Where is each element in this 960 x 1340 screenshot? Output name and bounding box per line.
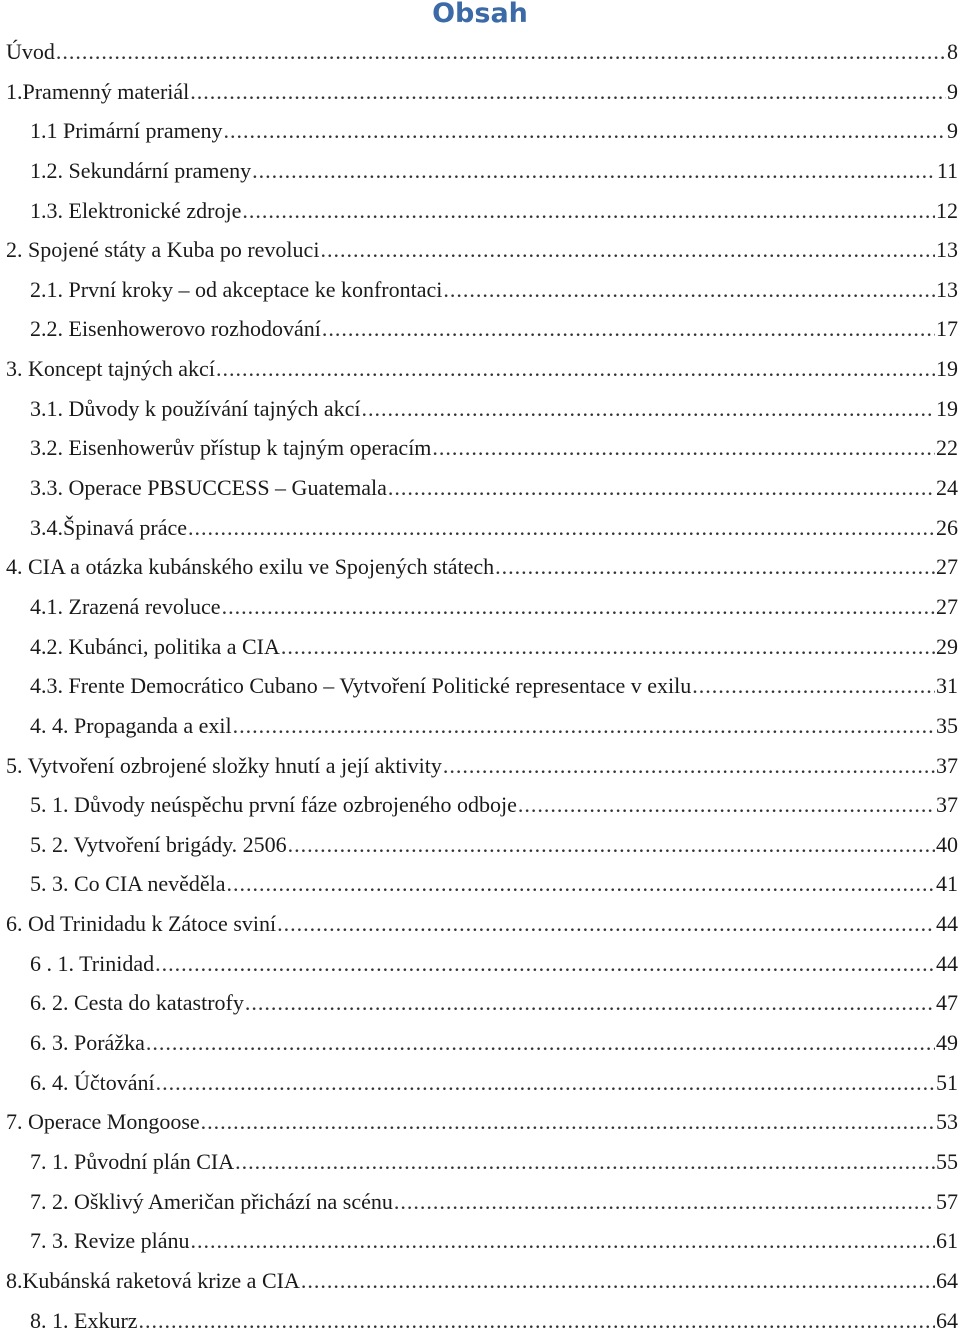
- toc-entry-label: 4.2. Kubánci, politika a CIA: [30, 627, 280, 667]
- toc-entry-page-number: 41: [936, 864, 958, 904]
- toc-entry[interactable]: [0, 1182, 960, 1222]
- dot-leader: [155, 944, 935, 984]
- toc-entry-page-number: 22: [936, 428, 958, 468]
- toc-entry[interactable]: [0, 864, 960, 904]
- dot-leader: [235, 1142, 935, 1182]
- dot-leader: [245, 983, 935, 1023]
- toc-entry[interactable]: [0, 191, 960, 231]
- toc-entry-label: 2. Spojené státy a Kuba po revoluci: [6, 230, 319, 270]
- toc-entry-page-number: 17: [936, 309, 958, 349]
- toc-entry[interactable]: [0, 944, 960, 984]
- toc-entry[interactable]: [0, 389, 960, 429]
- dot-leader: [277, 904, 935, 944]
- toc-entry-label: 5. Vytvoření ozbrojené složky hnutí a její aktivity: [6, 746, 442, 786]
- toc-entry-page-number: 31: [936, 666, 958, 706]
- toc-entry-page-number: 11: [937, 151, 958, 191]
- toc-entry-label: 1.2. Sekundární prameny: [30, 151, 251, 191]
- dot-leader: [227, 864, 935, 904]
- toc-entry-label: 6. 2. Cesta do katastrofy: [30, 983, 244, 1023]
- toc-entry-label: 5. 2. Vytvoření brigády. 2506: [30, 825, 287, 865]
- dot-leader: [301, 1261, 935, 1301]
- table-of-contents: [0, 32, 960, 1340]
- toc-entry-label: 3.4.Špinavá práce: [30, 508, 187, 548]
- toc-entry-label: 7. 2. Ošklivý Američan přichází na scénu: [30, 1182, 393, 1222]
- dot-leader: [288, 825, 935, 865]
- toc-entry[interactable]: [0, 1102, 960, 1142]
- toc-entry-label: 6. 4. Účtování: [30, 1063, 155, 1103]
- toc-entry[interactable]: [0, 666, 960, 706]
- toc-entry[interactable]: [0, 746, 960, 786]
- toc-entry-page-number: 19: [936, 349, 958, 389]
- toc-entry-page-number: 53: [936, 1102, 958, 1142]
- toc-entry-page-number: 29: [936, 627, 958, 667]
- toc-entry-label: 6. 3. Porážka: [30, 1023, 145, 1063]
- toc-entry-page-number: 35: [936, 706, 958, 746]
- toc-entry-label: Úvod: [6, 32, 55, 72]
- toc-entry[interactable]: [0, 1142, 960, 1182]
- toc-entry[interactable]: [0, 32, 960, 72]
- toc-entry-label: 3.3. Operace PBSUCCESS – Guatemala: [30, 468, 387, 508]
- toc-entry-label: 7. 1. Původní plán CIA: [30, 1142, 234, 1182]
- toc-entry[interactable]: [0, 706, 960, 746]
- dot-leader: [156, 1063, 935, 1103]
- toc-entry-page-number: 9: [947, 111, 958, 151]
- toc-entry-page-number: 64: [936, 1261, 958, 1301]
- dot-leader: [281, 627, 935, 667]
- toc-entry[interactable]: [0, 508, 960, 548]
- toc-entry-page-number: 40: [936, 825, 958, 865]
- toc-entry-label: 2.1. První kroky – od akceptace ke konfrontaci: [30, 270, 442, 310]
- dot-leader: [394, 1182, 935, 1222]
- toc-entry-page-number: 47: [936, 983, 958, 1023]
- toc-entry-label: 6 . 1. Trinidad: [30, 944, 154, 984]
- toc-entry-page-number: 44: [936, 944, 958, 984]
- toc-entry-page-number: 44: [936, 904, 958, 944]
- toc-entry-label: 8. 1. Exkurz: [30, 1301, 138, 1340]
- dot-leader: [443, 270, 935, 310]
- toc-entry-page-number: 61: [936, 1221, 958, 1261]
- toc-entry-page-number: 13: [936, 270, 958, 310]
- toc-entry-label: 7. 3. Revize plánu: [30, 1221, 189, 1261]
- dot-leader: [322, 309, 935, 349]
- toc-entry-page-number: 19: [936, 389, 958, 429]
- toc-entry[interactable]: [0, 468, 960, 508]
- dot-leader: [201, 1102, 935, 1142]
- toc-entry-label: 4. 4. Propaganda a exil: [30, 706, 232, 746]
- toc-entry[interactable]: [0, 983, 960, 1023]
- toc-entry-page-number: 12: [936, 191, 958, 231]
- toc-entry-label: 8.Kubánská raketová krize a CIA: [6, 1261, 300, 1301]
- toc-entry[interactable]: [0, 1261, 960, 1301]
- dot-leader: [222, 587, 935, 627]
- toc-entry-label: 1.1 Primární prameny: [30, 111, 222, 151]
- dot-leader: [443, 746, 935, 786]
- toc-entry[interactable]: [0, 1301, 960, 1340]
- toc-entry[interactable]: [0, 230, 960, 270]
- toc-entry[interactable]: [0, 151, 960, 191]
- toc-entry[interactable]: [0, 1221, 960, 1261]
- toc-entry-page-number: 26: [936, 508, 958, 548]
- toc-entry-label: 3.1. Důvody k používání tajných akcí: [30, 389, 361, 429]
- toc-entry-page-number: 8: [947, 32, 958, 72]
- toc-entry[interactable]: [0, 349, 960, 389]
- toc-entry-page-number: 9: [947, 72, 958, 112]
- toc-entry-label: 3.2. Eisenhowerův přístup k tajným operacím: [30, 428, 431, 468]
- toc-entry-label: 3. Koncept tajných akcí: [6, 349, 215, 389]
- toc-entry-label: 4. CIA a otázka kubánského exilu ve Spojených státech: [6, 547, 494, 587]
- dot-leader: [495, 547, 935, 587]
- toc-entry-page-number: 24: [936, 468, 958, 508]
- toc-entry[interactable]: [0, 72, 960, 112]
- toc-entry[interactable]: [0, 111, 960, 151]
- toc-entry-page-number: 49: [936, 1023, 958, 1063]
- toc-entry[interactable]: [0, 270, 960, 310]
- toc-entry[interactable]: [0, 309, 960, 349]
- dot-leader: [190, 1221, 935, 1261]
- dot-leader: [252, 151, 936, 191]
- toc-entry-label: 1.3. Elektronické zdroje: [30, 191, 241, 231]
- dot-leader: [432, 428, 935, 468]
- dot-leader: [190, 72, 946, 112]
- toc-entry[interactable]: [0, 547, 960, 587]
- toc-entry-label: 1.Pramenný materiál: [6, 72, 189, 112]
- toc-entry-page-number: 55: [936, 1142, 958, 1182]
- toc-entry-label: 2.2. Eisenhowerovo rozhodování: [30, 309, 321, 349]
- dot-leader: [139, 1301, 935, 1340]
- dot-leader: [518, 785, 935, 825]
- toc-entry-label: 6. Od Trinidadu k Zátoce sviní: [6, 904, 276, 944]
- page-title: Obsah: [0, 0, 960, 30]
- toc-entry-page-number: 27: [936, 587, 958, 627]
- toc-entry[interactable]: [0, 785, 960, 825]
- toc-entry-label: 5. 1. Důvody neúspěchu první fáze ozbrojeného odboje: [30, 785, 517, 825]
- toc-entry[interactable]: [0, 1063, 960, 1103]
- toc-entry[interactable]: [0, 825, 960, 865]
- toc-entry-label: 5. 3. Co CIA nevěděla: [30, 864, 226, 904]
- toc-entry[interactable]: [0, 428, 960, 468]
- toc-entry-label: 4.3. Frente Democrático Cubano – Vytvoření Politické representace v exilu: [30, 666, 691, 706]
- toc-entry-label: 7. Operace Mongoose: [6, 1102, 200, 1142]
- toc-entry[interactable]: [0, 904, 960, 944]
- dot-leader: [320, 230, 935, 270]
- dot-leader: [233, 706, 935, 746]
- toc-entry-page-number: 37: [936, 746, 958, 786]
- toc-entry-page-number: 64: [936, 1301, 958, 1340]
- dot-leader: [242, 191, 935, 231]
- toc-entry-page-number: 37: [936, 785, 958, 825]
- toc-entry[interactable]: [0, 587, 960, 627]
- dot-leader: [388, 468, 935, 508]
- toc-entry-page-number: 13: [936, 230, 958, 270]
- dot-leader: [146, 1023, 935, 1063]
- dot-leader: [56, 32, 946, 72]
- dot-leader: [216, 349, 935, 389]
- toc-entry-label: 4.1. Zrazená revoluce: [30, 587, 221, 627]
- dot-leader: [362, 389, 935, 429]
- toc-entry[interactable]: [0, 627, 960, 667]
- dot-leader: [692, 666, 935, 706]
- toc-entry[interactable]: [0, 1023, 960, 1063]
- toc-entry-page-number: 57: [936, 1182, 958, 1222]
- toc-entry-page-number: 27: [936, 547, 958, 587]
- dot-leader: [223, 111, 946, 151]
- dot-leader: [188, 508, 935, 548]
- toc-entry-page-number: 51: [936, 1063, 958, 1103]
